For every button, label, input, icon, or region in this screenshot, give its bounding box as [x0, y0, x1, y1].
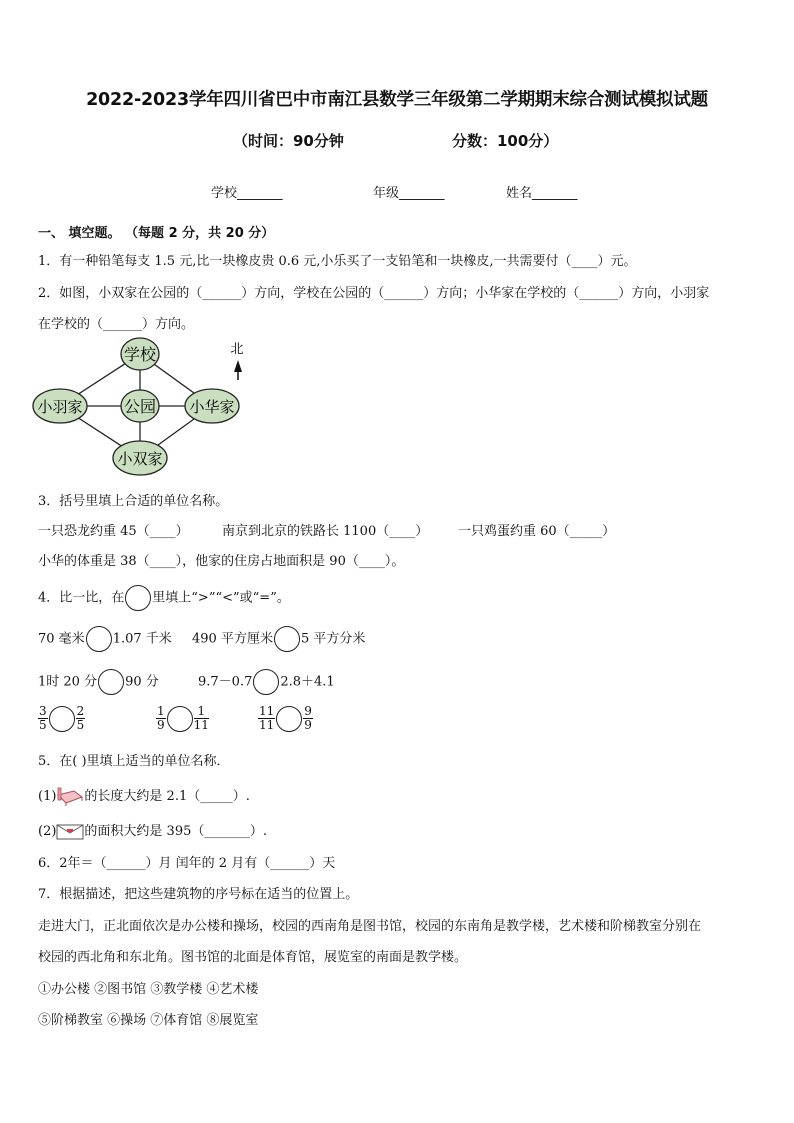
envelope-icon: [56, 823, 84, 841]
school-label: 学校: [123, 345, 157, 364]
compare-fraction-2: $\frac{1}{9}$ $\frac{1}{11}$: [157, 704, 209, 732]
exam-time: （时间：90分钟: [233, 132, 344, 150]
north-label: 北: [230, 342, 244, 357]
question-3-line1: 3．括号里填上合适的单位名称。: [38, 494, 229, 509]
compare-fraction-3: $\frac{11}{11}$ $\frac{9}{9}$: [259, 704, 312, 732]
question-2-line1: 2．如图，小双家在公园的（______）方向，学校在公园的（______）方向；小华家在学校的（______）方向，小羽家: [38, 286, 710, 301]
school-field: 学校_______: [211, 186, 283, 201]
question-4-line1: [38, 585, 290, 611]
node-school: [121, 338, 159, 370]
park-label: 公园: [123, 397, 157, 416]
answer-circle[interactable]: [86, 626, 112, 652]
question-3-c: 一只鸡蛋约重 60（_____）: [458, 524, 616, 539]
question-7-options-2: ⑤阶梯教室 ⑥操场 ⑦体育馆 ⑧展览室: [38, 1013, 259, 1028]
question-4-pre: 4．比一比，在: [38, 590, 125, 606]
compare-row-2b: 9.7－0.7 2.8＋4.1: [198, 669, 335, 695]
question-7-options-1: ①办公楼 ②图书馆 ③教学楼 ④艺术楼: [38, 982, 259, 997]
question-3-a: 一只恐龙约重 45（____）: [38, 524, 189, 539]
question-6: 6．2年＝（______）月 闰年的 2 月有（______）天: [38, 856, 336, 871]
answer-circle[interactable]: [98, 669, 124, 695]
direction-diagram: [30, 336, 260, 478]
question-5-a: (1) 的长度大约是 2.1（_____）.: [38, 785, 250, 807]
page-title: 2022-2023学年四川省巴中市南江县数学三年级第二学期期末综合测试模拟试题: [86, 90, 708, 110]
node-xiaoshuang: [113, 441, 167, 475]
xiaohua-label: 小华家: [189, 398, 235, 416]
question-3-d: 小华的体重是 38（____），他家的住房占地面积是 90（____）。: [38, 554, 405, 569]
xiaoshuang-label: 小双家: [117, 450, 163, 468]
question-7-line3: 校园的西北角和东北角。图书馆的北面是体育馆，展览室的南面是教学楼。: [38, 950, 468, 965]
question-1: 1．有一种铅笔每支 1.5 元,比一块橡皮贵 0.6 元,小乐买了一支铅笔和一块橡皮,一共需要付（____）元。: [38, 254, 637, 269]
answer-circle[interactable]: [49, 706, 75, 732]
answer-circle[interactable]: [274, 626, 300, 652]
answer-circle[interactable]: [276, 706, 302, 732]
question-2-line2: 在学校的（______）方向。: [38, 317, 195, 332]
compare-row-1b: 490 平方厘米 5 平方分米: [192, 626, 365, 652]
node-xiaohua: [185, 389, 239, 423]
north-arrow-icon: [234, 360, 242, 380]
xiaoyu-label: 小羽家: [37, 398, 83, 416]
question-7-line1: 7．根据描述，把这些建筑物的序号标在适当的位置上。: [38, 887, 359, 902]
compare-fraction-1: $\frac{3}{5}$ $\frac{2}{5}$: [39, 704, 85, 732]
grade-field: 年级_______: [373, 186, 445, 201]
bed-icon: [56, 787, 84, 807]
answer-circle[interactable]: [167, 706, 193, 732]
node-xiaoyu: [33, 389, 87, 423]
compare-circle-icon: [125, 585, 151, 611]
section-heading: 一、 填空题。 （每题 2 分，共 20 分）: [38, 226, 275, 241]
compare-row-2a: 1时 20 分 90 分: [38, 669, 159, 695]
node-park: [121, 390, 159, 422]
name-field: 姓名_______: [506, 186, 578, 201]
question-4-post: 里填上“>”“<”或“=”。: [152, 590, 290, 606]
question-5-line1: 5．在( )里填上适当的单位名称．: [38, 754, 230, 769]
answer-circle[interactable]: [253, 669, 279, 695]
question-5-b: (2) 的面积大约是 395（_______）.: [38, 824, 267, 839]
exam-score: 分数：100分）: [452, 132, 559, 150]
compare-row-1a: 70 毫米 1.07 千米: [38, 626, 172, 652]
question-3-b: 南京到北京的铁路长 1100（____）: [222, 524, 429, 539]
question-7-line2: 走进大门，正北面依次是办公楼和操场，校园的西南角是图书馆，校园的东南角是教学楼，艺术楼和阶梯教室分别在: [38, 919, 702, 934]
